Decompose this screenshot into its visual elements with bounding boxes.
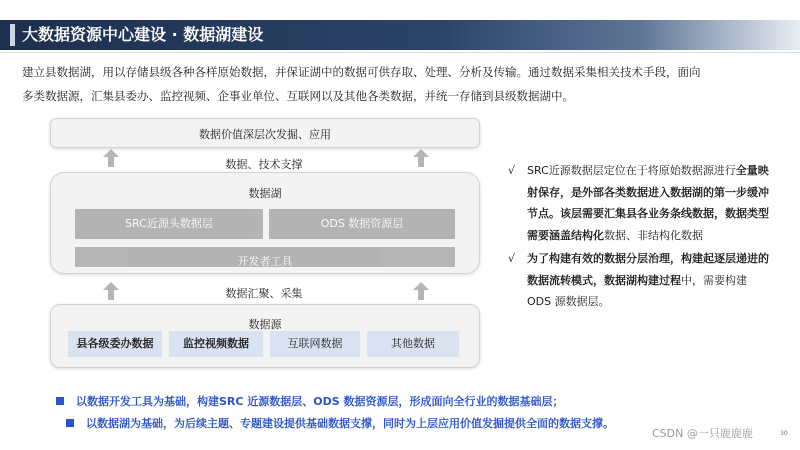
summary-line — [56, 393, 564, 409]
intro-line: 多类数据源，汇集县委办、监控视频、企事业单位、互联网以及其他各类数据，并统一存储到县级数据湖中。 — [22, 89, 574, 103]
source-item: 互联网数据 — [270, 331, 360, 357]
summary-text: 以数据开发工具为基础，构建SRC 近源数据层、ODS 数据资源层，形成面向全行业的数据基础层； — [76, 395, 564, 408]
source-item: 其他数据 — [367, 331, 459, 357]
ods-layer-bar: ODS 数据资源层 — [269, 209, 455, 239]
watermark: CSDN @一只鹿鹿鹿 — [652, 427, 753, 440]
src-layer-bar: SRC近源头数据层 — [75, 209, 263, 239]
title-accent — [10, 24, 15, 46]
page-number: 30 — [780, 430, 788, 437]
bullet-item — [505, 160, 770, 246]
bullet-item — [505, 248, 770, 313]
up-arrow-icon — [413, 282, 429, 300]
square-bullet-icon — [56, 397, 64, 405]
up-arrow-icon — [103, 149, 119, 167]
page-title: 大数据资源中心建设 · 数据湖建设 — [22, 25, 264, 44]
bullet-text: 数据、非结构化数据 — [604, 228, 703, 242]
summary-text: 以数据湖为基础，为后续主题、专题建设提供基础数据支撑，同时为上层应用价值发掘提供全面的数据支撑。 — [86, 417, 614, 430]
up-arrow-icon — [103, 282, 119, 300]
source-item: 县各级委办数据 — [68, 331, 162, 357]
bullet-text: 中，需要构建ODS 源数据层。 — [527, 273, 747, 308]
data-source-title: 数据源 — [248, 318, 282, 331]
intro-line: 建立县数据湖，用以存储县级各种各样原始数据，并保证湖中的数据可供存取、处理、分析及传输。通过数据采集相关技术手段，面向 — [22, 65, 701, 79]
bullet-bold-text: 为了构建有效的数据分层治理，构建起逐层递进的数据流转模式，数据湖构建过程 — [527, 252, 769, 287]
check-icon: √ — [508, 164, 516, 177]
summary-line — [66, 415, 614, 431]
square-bullet-icon — [66, 419, 74, 427]
title-divider — [0, 52, 800, 53]
title-bar — [0, 20, 800, 50]
application-layer-label: 数据价值深层次发掘、应用 — [199, 128, 331, 141]
collect-label: 数据汇聚、采集 — [225, 287, 303, 300]
source-item: 监控视频数据 — [169, 331, 263, 357]
bullet-bold-text: 全量映射保存，是外部各类数据进入数据湖的第一步缓冲节点。该层需要汇集县各业务条线数据，数据类型需要涵盖结构化 — [527, 164, 769, 242]
data-lake-title: 数据湖 — [248, 187, 282, 200]
dev-tools-bar: 开发者工具 — [75, 247, 455, 267]
application-layer-box — [50, 118, 480, 148]
up-arrow-icon — [413, 149, 429, 167]
bullet-list — [505, 160, 770, 313]
intro-paragraph — [22, 60, 782, 108]
check-icon: √ — [508, 252, 516, 265]
bullet-text: SRC近源数据层定位在于将原始数据源进行 — [527, 164, 736, 177]
support-label: 数据、技术支撑 — [225, 158, 303, 171]
